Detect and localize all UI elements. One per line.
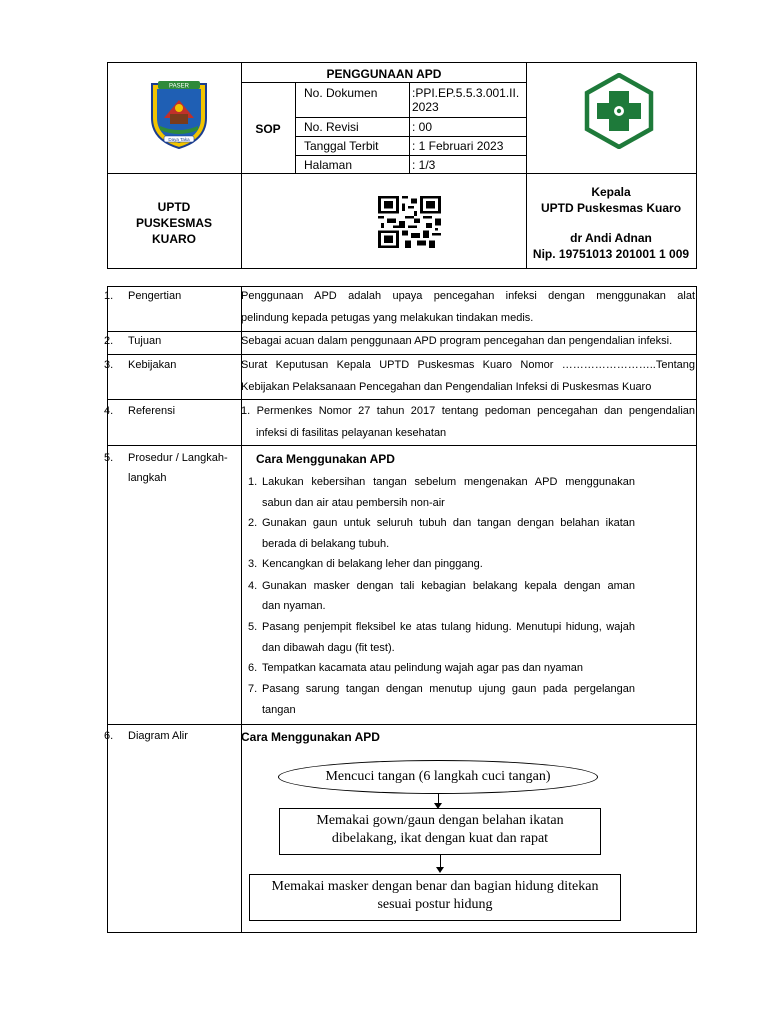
flow-step-text: sesuai postur hidung bbox=[377, 897, 493, 912]
document-title: PENGGUNAAN APD bbox=[326, 67, 442, 81]
step-text: berada di belakang tubuh. bbox=[262, 538, 390, 550]
section-text: 1. Permenkes Nomor 27 tahun 2017 tentang pedoman pencegahan dan pengendalian bbox=[241, 405, 695, 417]
section-label-prosedur: Prosedur / Langkah- bbox=[128, 452, 228, 464]
section-label-diagram: Diagram Alir bbox=[128, 730, 188, 742]
step-text: Pasang sarung tangan dengan menutup ujung gaun pada pergelangan bbox=[262, 683, 635, 695]
issue-date-value: : 1 Februari 2023 bbox=[412, 139, 504, 153]
arrow-down-icon bbox=[436, 867, 444, 873]
revision-value: : 00 bbox=[412, 120, 433, 134]
sign-nip: Nip. 19751013 201001 1 009 bbox=[532, 247, 690, 261]
step-text: dan dibawah dagu (fit test). bbox=[262, 642, 395, 654]
sop-label: SOP bbox=[255, 122, 281, 136]
step-number: 4. bbox=[248, 580, 258, 592]
flow-step-text: Memakai gown/gaun dengan belahan ikatan bbox=[316, 813, 564, 828]
logo-banner-text: PASER bbox=[169, 83, 189, 90]
sign-org: UPTD Puskesmas Kuaro bbox=[540, 201, 682, 215]
step-number: 3. bbox=[248, 558, 258, 570]
step-text: Kencangkan di belakang leher dan pinggang. bbox=[262, 558, 483, 570]
step-text: Gunakan gaun untuk seluruh tubuh dan tangan dengan belahan ikatan bbox=[262, 517, 635, 529]
section-number: 6. bbox=[104, 730, 114, 742]
section-number: 1. bbox=[104, 290, 114, 302]
regency-logo bbox=[148, 78, 210, 150]
flow-step-text: Mencuci tangan (6 langkah cuci tangan) bbox=[325, 769, 551, 784]
section-number: 2. bbox=[104, 335, 114, 347]
sign-name: dr Andi Adnan bbox=[570, 231, 652, 245]
logo-motto-text: Daya Taka bbox=[168, 136, 190, 142]
step-number: 6. bbox=[248, 662, 258, 674]
step-number: 1. bbox=[248, 476, 258, 488]
section-text: Surat Keputusan Kepala UPTD Puskesmas Kuaro Nomor ……………………..Tentang bbox=[241, 359, 695, 371]
doc-number-value: :PPI.EP.5.5.3.001.II. bbox=[412, 86, 520, 100]
step-text: sabun dan air atau pembersih non-air bbox=[262, 497, 445, 509]
org-name-line2: PUSKESMAS bbox=[135, 216, 212, 230]
puskesmas-logo bbox=[583, 73, 655, 149]
section-label-tujuan: Tujuan bbox=[128, 335, 162, 347]
page-value: : 1/3 bbox=[412, 158, 436, 172]
step-text: Tempatkan kacamata atau pelindung wajah agar pas dan nyaman bbox=[262, 662, 584, 674]
section-text: infeksi di fasilitas pelayanan kesehatan bbox=[256, 427, 447, 439]
section-number: 4. bbox=[104, 405, 114, 417]
section-label-referensi: Referensi bbox=[128, 405, 176, 417]
section-number: 3. bbox=[104, 359, 114, 371]
qr-code bbox=[378, 196, 441, 248]
procedure-subtitle: Cara Menggunakan APD bbox=[256, 452, 395, 466]
section-text: pelindung kepada petugas yang melakukan tindakan medis. bbox=[241, 312, 534, 324]
page-label: Halaman bbox=[304, 158, 353, 172]
section-label-kebijakan: Kebijakan bbox=[128, 359, 177, 371]
step-text: Gunakan masker dengan tali kebagian belakang kepala dengan aman bbox=[262, 580, 635, 592]
section-number: 5. bbox=[104, 452, 114, 464]
step-text: dan nyaman. bbox=[262, 600, 326, 612]
flow-step-text: Memakai masker dengan benar dan bagian hidung ditekan bbox=[271, 879, 599, 894]
issue-date-label: Tanggal Terbit bbox=[304, 139, 379, 153]
step-number: 7. bbox=[248, 683, 258, 695]
section-text: Sebagai acuan dalam penggunaan APD program pencegahan dan pengendalian infeksi. bbox=[241, 335, 673, 347]
diagram-subtitle: Cara Menggunakan APD bbox=[241, 730, 380, 744]
org-name-line3: KUARO bbox=[152, 232, 196, 246]
doc-number-value-cont: 2023 bbox=[412, 100, 439, 114]
step-text: Lakukan kebersihan tangan sebelum mengenakan APD menggunakan bbox=[262, 476, 635, 488]
step-text: tangan bbox=[262, 704, 296, 716]
step-number: 2. bbox=[248, 517, 258, 529]
flow-step-text: dibelakang, ikat dengan kuat dan rapat bbox=[331, 831, 549, 846]
step-text: Pasang penjempit fleksibel ke atas tulang hidung. Menutupi hidung, wajah bbox=[262, 621, 635, 633]
sign-title: Kepala bbox=[591, 185, 631, 199]
revision-label: No. Revisi bbox=[304, 120, 359, 134]
section-text: Kebijakan Pelaksanaan Pencegahan dan Pengendalian Infeksi di Puskesmas Kuaro bbox=[241, 381, 652, 393]
section-label-pengertian: Pengertian bbox=[128, 290, 182, 302]
step-number: 5. bbox=[248, 621, 258, 633]
section-text: Penggunaan APD adalah upaya pencegahan infeksi dengan menggunakan alat bbox=[241, 290, 695, 302]
section-label-prosedur-cont: langkah bbox=[128, 472, 167, 484]
doc-number-label: No. Dokumen bbox=[304, 86, 378, 100]
org-name-line1: UPTD bbox=[157, 200, 191, 214]
